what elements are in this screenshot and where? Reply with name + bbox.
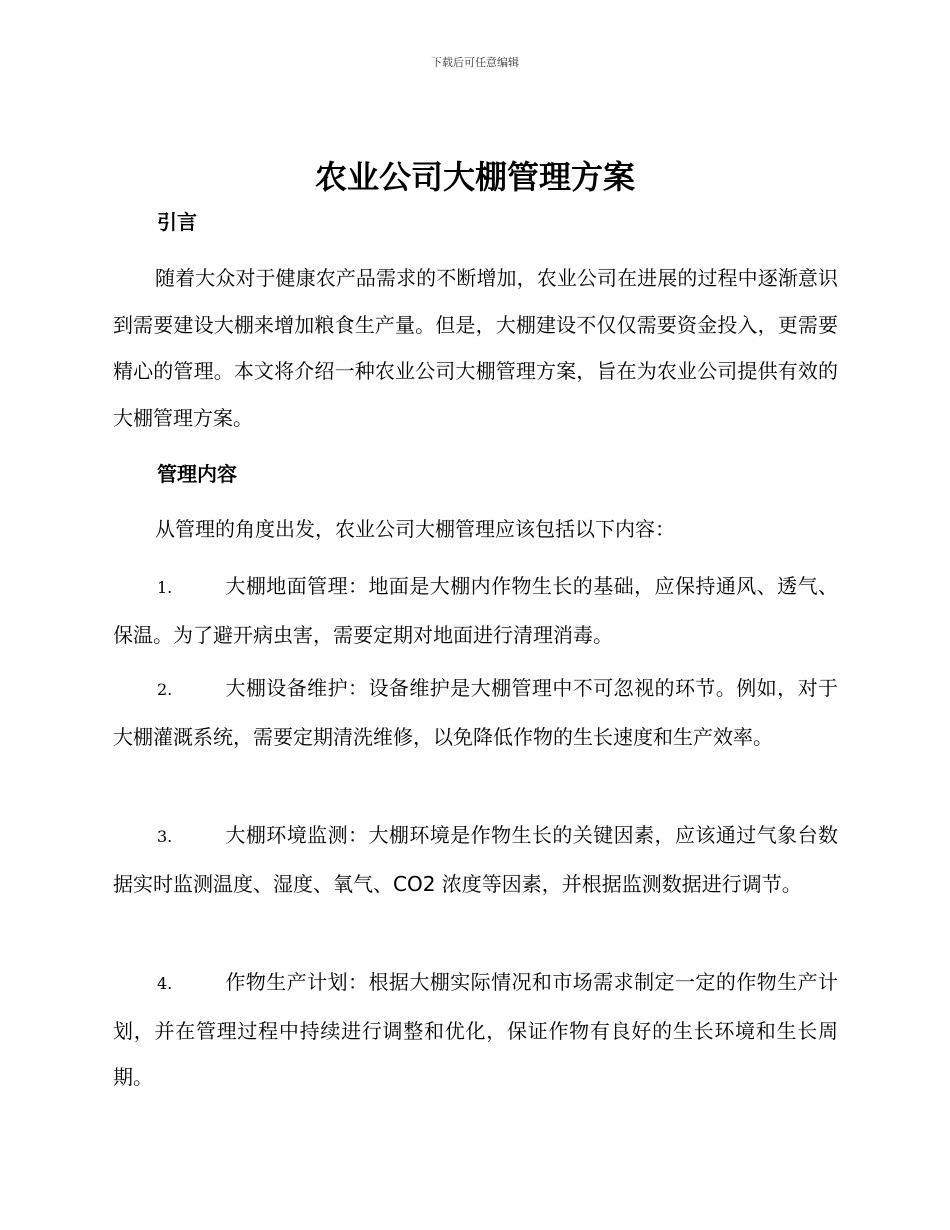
list-item-text: 大棚地面管理：地面是大棚内作物生长的基础，应保持通风、透气、保温。为了避开病虫害，需要定期对地面进行清理消毒。 bbox=[113, 574, 838, 647]
list-item bbox=[113, 665, 838, 760]
content-lead-paragraph: 从管理的角度出发，农业公司大棚管理应该包括以下内容： bbox=[155, 517, 675, 541]
list-item-number: 3. bbox=[157, 827, 173, 846]
list-item bbox=[113, 812, 838, 907]
section-heading-intro: 引言 bbox=[157, 210, 197, 234]
list-item-text: 大棚环境监测：大棚环境是作物生长的关键因素，应该通过气象台数据实时监测温度、湿度、氧气、CO2 浓度等因素，并根据监测数据进行调节。 bbox=[113, 823, 838, 896]
document-title: 农业公司大棚管理方案 bbox=[314, 158, 635, 196]
header-note: 下载后可任意编辑 bbox=[431, 56, 519, 69]
list-item bbox=[113, 959, 838, 1101]
list-item-number: 1. bbox=[157, 578, 173, 597]
intro-paragraph: 随着大众对于健康农产品需求的不断增加，农业公司在进展的过程中逐渐意识到需要建设大棚来增加粮食生产量。但是，大棚建设不仅仅需要资金投入，更需要精心的管理。本文将介绍一种农业公司大棚管理方案，旨在为农业公司提供有效的大棚管理方案。 bbox=[113, 266, 838, 430]
list-item-text: 大棚设备维护：设备维护是大棚管理中不可忽视的环节。例如，对于大棚灌溉系统，需要定期清洗维修，以免降低作物的生长速度和生产效率。 bbox=[113, 676, 838, 749]
list-item-number: 2. bbox=[157, 680, 173, 699]
list-item-text: 作物生产计划：根据大棚实际情况和市场需求制定一定的作物生产计划，并在管理过程中持续进行调整和优化，保证作物有良好的生长环境和生长周期。 bbox=[113, 970, 838, 1089]
list-item bbox=[113, 563, 838, 658]
section-heading-content: 管理内容 bbox=[157, 462, 237, 486]
list-item-number: 4. bbox=[157, 974, 173, 993]
